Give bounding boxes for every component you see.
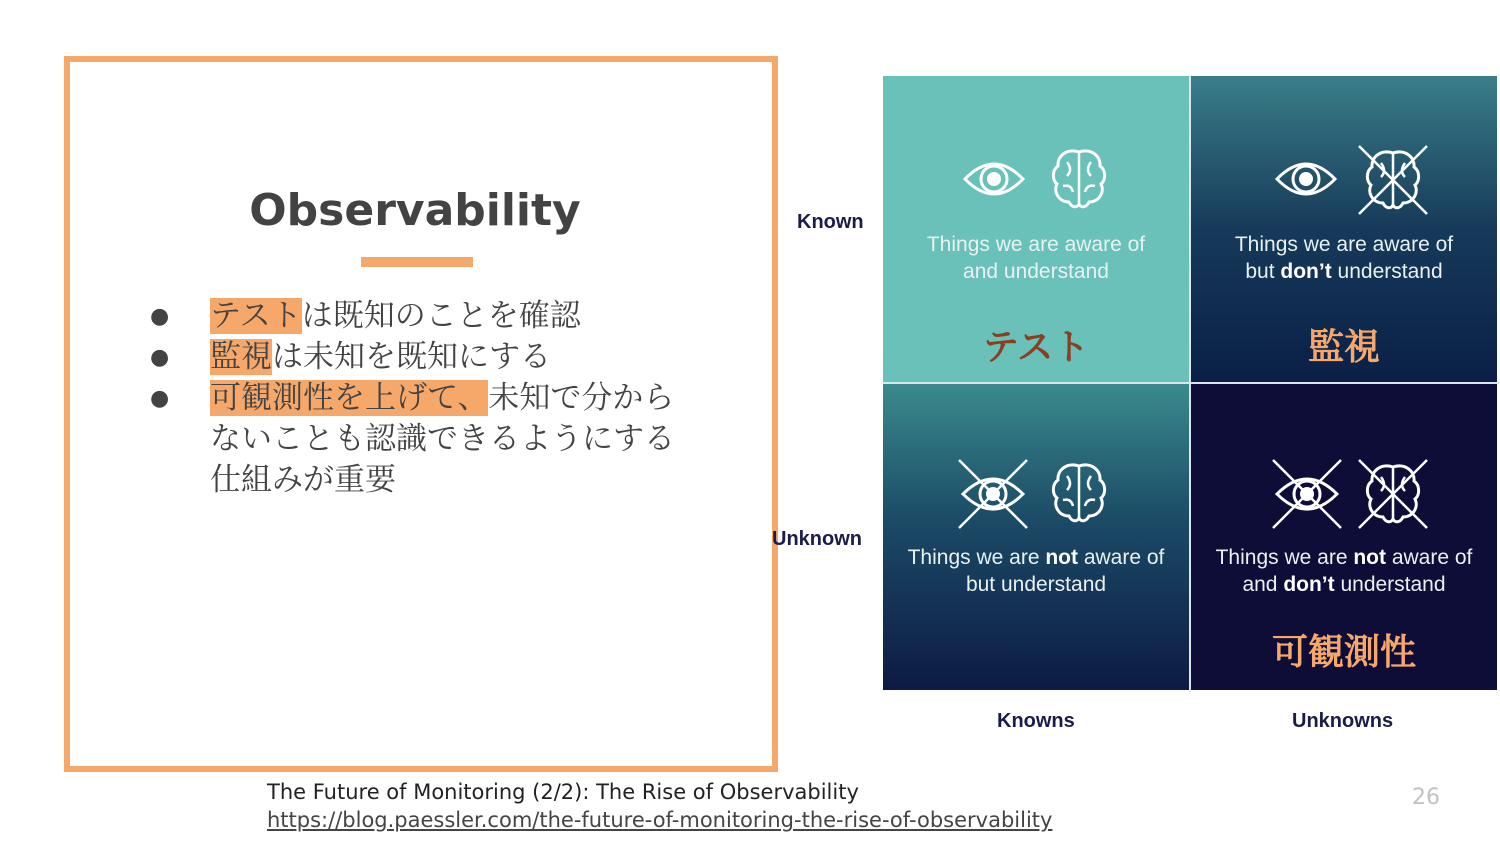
slide-title: Observability bbox=[249, 185, 581, 236]
cell-caption bbox=[883, 231, 1189, 285]
caption-text: aware of bbox=[1078, 546, 1165, 569]
bullet-text: は既知のことを確認 bbox=[301, 298, 581, 334]
row-label-known: Known bbox=[797, 211, 864, 233]
col-label-knowns: Knowns bbox=[997, 710, 1075, 732]
bullet-dot: ● bbox=[150, 345, 170, 370]
cell-label-observability: 可観測性 bbox=[1271, 632, 1416, 673]
cell-unknown-known bbox=[883, 384, 1189, 690]
caption-bold: don’t bbox=[1283, 573, 1335, 596]
bullet-highlight: テスト bbox=[210, 298, 302, 334]
bullet-text: 未知で分からないことも認識できるようにする仕組みが重要 bbox=[210, 380, 675, 498]
col-label-unknowns: Unknowns bbox=[1292, 710, 1394, 732]
caption-text: but bbox=[1245, 260, 1281, 283]
caption-line: Things we are aware of bbox=[926, 233, 1146, 256]
cell-caption bbox=[1191, 231, 1497, 285]
source-title: The Future of Monitoring (2/2): The Rise of Observability bbox=[267, 780, 859, 804]
cell-unknown-unknown bbox=[1191, 384, 1497, 690]
caption-bold: not bbox=[1353, 546, 1386, 569]
bullet-text: は未知を既知にする bbox=[272, 339, 551, 375]
caption-text: and bbox=[1242, 573, 1284, 596]
cell-known-known bbox=[883, 76, 1189, 382]
caption-text: aware of bbox=[1386, 546, 1473, 569]
bullet-highlight: 監視 bbox=[210, 339, 272, 375]
caption-bold: don’t bbox=[1280, 260, 1332, 283]
caption-text: understand bbox=[1331, 260, 1443, 283]
bullet-item bbox=[150, 378, 690, 501]
bullet-highlight: 可観測性を上げて、 bbox=[210, 380, 489, 416]
source-link[interactable]: https://blog.paessler.com/the-future-of-monitoring-the-rise-of-observability bbox=[267, 808, 1053, 832]
row-label-unknown: Unknown bbox=[772, 528, 862, 550]
cell-label-test: テスト bbox=[982, 327, 1090, 368]
caption-text: Things we are bbox=[1215, 546, 1354, 569]
caption-bold: not bbox=[1045, 546, 1078, 569]
cell-caption bbox=[1191, 544, 1497, 598]
brain-icon bbox=[1049, 144, 1109, 214]
bullet-list bbox=[150, 296, 690, 501]
cell-known-unknown bbox=[1191, 76, 1497, 382]
page-number: 26 bbox=[1412, 785, 1440, 810]
caption-line: Things we are aware of bbox=[1234, 233, 1454, 256]
eye-icon bbox=[961, 144, 1027, 214]
title-underline bbox=[361, 257, 473, 267]
cell-label-monitoring: 監視 bbox=[1307, 327, 1380, 368]
caption-line: and understand bbox=[963, 260, 1109, 283]
source-citation bbox=[267, 778, 1052, 834]
bullet-dot: ● bbox=[150, 304, 170, 329]
eye-crossed-icon bbox=[957, 458, 1029, 530]
matrix-divider-horizontal bbox=[883, 382, 1499, 384]
bullet-item bbox=[150, 296, 690, 337]
cell-caption bbox=[883, 544, 1189, 598]
eye-crossed-icon bbox=[1271, 458, 1343, 530]
bullet-item bbox=[150, 337, 690, 378]
brain-crossed-icon bbox=[1357, 458, 1429, 530]
brain-crossed-icon bbox=[1357, 144, 1429, 216]
caption-text: Things we are bbox=[907, 546, 1046, 569]
bullet-dot: ● bbox=[150, 386, 170, 411]
caption-line: but understand bbox=[965, 573, 1107, 596]
matrix-divider-vertical bbox=[1189, 76, 1191, 692]
caption-text: understand bbox=[1334, 573, 1446, 596]
eye-icon bbox=[1273, 144, 1339, 214]
brain-icon bbox=[1049, 458, 1109, 528]
knowns-matrix bbox=[883, 76, 1499, 692]
